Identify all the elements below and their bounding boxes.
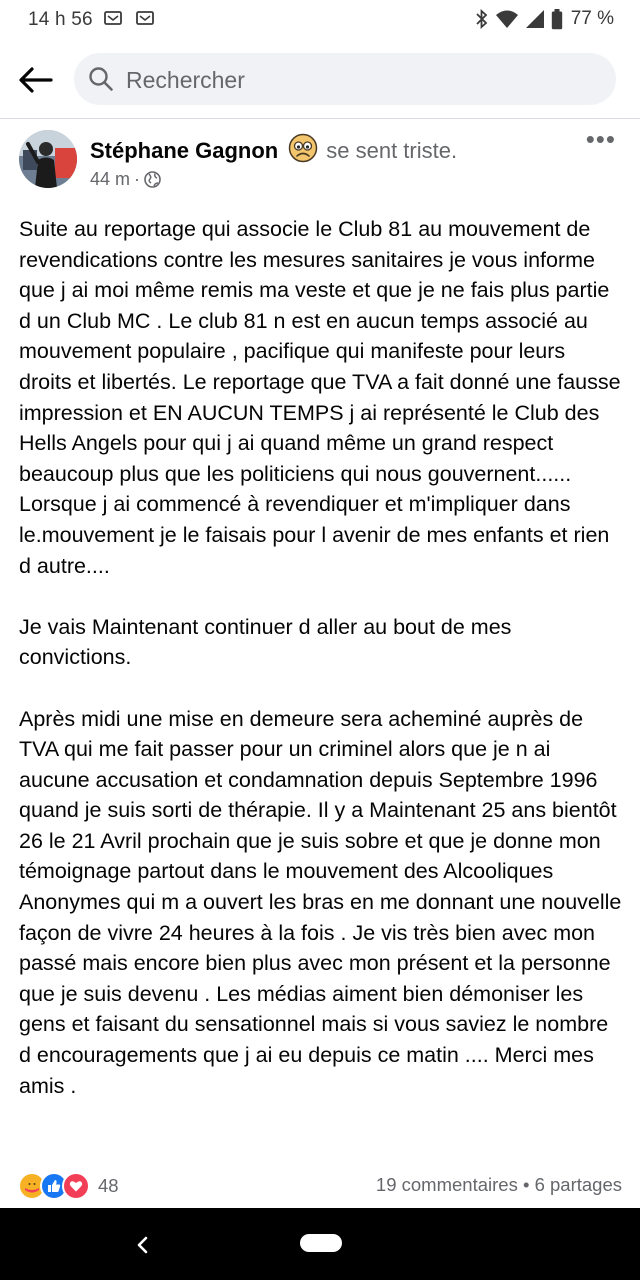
nav-home-pill[interactable]: [300, 1234, 342, 1252]
status-icons: [475, 8, 614, 30]
header-divider: [0, 118, 640, 119]
chevron-left-icon: [128, 1228, 158, 1262]
system-nav-bar: [0, 1208, 640, 1280]
avatar[interactable]: [19, 130, 77, 188]
reaction-count: 48: [98, 1175, 119, 1196]
status-time: 14 h 56: [28, 9, 93, 30]
author-name[interactable]: Stéphane Gagnon: [90, 138, 279, 163]
post-footer: [0, 1166, 640, 1202]
comments-shares[interactable]: 19 commentaires • 6 partages: [375, 1174, 622, 1195]
post-paragraph: Je vais Maintenant continuer d aller au bout de mes convictions.: [19, 614, 512, 670]
globe-icon: [144, 171, 161, 188]
reactions-summary[interactable]: [18, 1172, 119, 1200]
post-text: [19, 214, 623, 1132]
author-line: [90, 133, 457, 169]
wifi-icon: [495, 9, 519, 29]
post-time[interactable]: 44 m: [90, 169, 131, 189]
bluetooth-icon: [475, 9, 489, 29]
search-input[interactable]: [124, 53, 598, 107]
avatar-image: [19, 130, 77, 188]
post-meta: [90, 169, 161, 190]
meta-separator: ·: [134, 169, 141, 189]
search-bar[interactable]: [74, 53, 616, 105]
notification-icon: [104, 11, 122, 27]
notification-icon: [136, 11, 154, 27]
post-paragraph: Suite au reportage qui associe le Club 81 au mouvement de revendications contre les mesures sanitaires je vous informe que j ai moi même remis ma veste et que je ne fais plus partie d un Club MC . Le club 81 n est en aucun temps associé au mouvement populaire , pacifique qui manifeste pour leurs droits et libertés. Le reportage que TVA a fait donné une fausse impression et EN AUCUN TEMPS j ai représenté le Club des Hells Angels pour qui j ai quand même un grand respect beaucoup plus que les politiciens qui nous gouvernent...... Lorsque j ai commencé à revendiquer et m'impliquer dans le.mouvement je le faisais pour l avenir de mes enfants et rien d autre....: [19, 217, 621, 578]
search-icon: [88, 66, 114, 92]
battery-percent: 77 %: [570, 8, 614, 29]
post-header: [0, 124, 640, 204]
feeling-text: se sent triste.: [326, 138, 458, 163]
back-button[interactable]: [14, 60, 58, 100]
top-bar: [0, 50, 640, 110]
arrow-left-icon: [19, 67, 53, 93]
more-options-button[interactable]: •••: [585, 124, 616, 154]
battery-icon: [551, 9, 563, 30]
nav-back-button[interactable]: [128, 1228, 158, 1262]
love-icon: [62, 1172, 90, 1200]
signal-icon: [525, 9, 545, 29]
status-bar: [0, 0, 640, 40]
post-paragraph: Après midi une mise en demeure sera acheminé auprès de TVA qui me fait passer pour un criminel alors que je n ai aucune accusation et condamnation depuis Septembre 1996 quand je suis sorti de thérapie. Il y a Maintenant 25 ans bientôt 26 le 21 Avril prochain que je suis sobre et que je donne mon témoignage partout dans le mouvement des Alcooliques Anonymes qui m a ouvert les bras en me donnant une nouvelle façon de vivre 24 heures à la fois . Je vis très bien avec mon passé mais encore bien plus avec mon présent et la personne que je suis devenu . Les médias aiment bien démoniser les gens et faisant du sensationnel mais si vous saviez le nombre d encouragements que j ai eu depuis ce matin .... Merci mes amis .: [19, 706, 622, 1098]
sad-face-icon: [288, 133, 318, 169]
